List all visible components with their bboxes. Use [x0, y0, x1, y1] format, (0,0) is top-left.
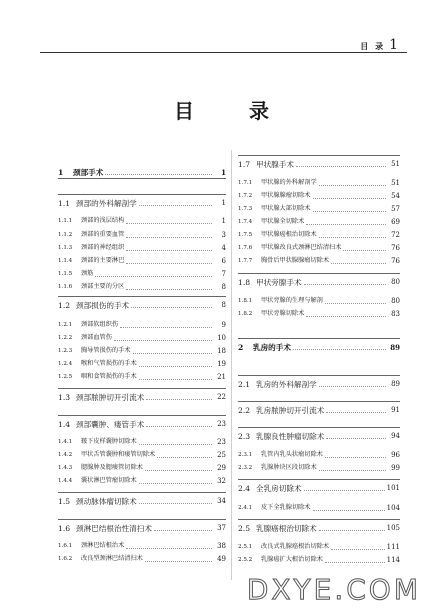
toc-entry-number: 2.3.2 [238, 464, 253, 471]
toc-entry-page: 18 [217, 347, 226, 355]
toc-entry-page: 51 [391, 179, 400, 187]
toc-entry-number: 1.7 [238, 160, 251, 169]
toc-entry-title: 乳房的手术 [253, 343, 291, 352]
toc-entry [238, 485, 400, 493]
toc-entry-page: 72 [391, 231, 400, 239]
toc-entry-number: 1.2.1 [58, 321, 73, 328]
toc-leader [157, 456, 212, 458]
toc-entry-number: 1.4.2 [58, 451, 73, 458]
section-rule [58, 296, 226, 297]
toc-entry-title: 颈筋 [81, 270, 94, 278]
toc-entry-page: 8 [221, 283, 226, 291]
toc-entry-title: 颈部的神经组织 [81, 244, 125, 252]
header-text: 目 录 [360, 41, 386, 51]
toc-entry-page: 34 [217, 497, 226, 506]
toc-entry-title: 颈淋巴结根治性清扫术 [76, 524, 152, 533]
toc-entry [238, 433, 400, 441]
toc-entry-page: 19 [217, 360, 226, 368]
toc-entry-number: 2 [238, 343, 244, 352]
toc-entry-page: 91 [391, 406, 400, 415]
toc-entry-title: 颈部的浅层结构 [81, 217, 125, 225]
toc-entry-title: 喉和气管损伤的手术 [81, 360, 137, 368]
toc-entry-page: 21 [217, 373, 226, 381]
toc-entry-number: 2.1 [238, 380, 251, 389]
section-rule [238, 479, 400, 480]
toc-entry-number: 1.7.4 [238, 218, 253, 225]
toc-entry-page: 89 [391, 380, 400, 389]
toc-entry [238, 161, 400, 169]
toc-entry-page: 76 [391, 257, 400, 265]
toc-entry [238, 245, 400, 252]
toc-entry-page: 3 [221, 231, 226, 239]
header-rule [40, 52, 407, 53]
toc-leader [325, 561, 385, 563]
toc-leader [133, 352, 213, 354]
toc-entry-number: 1.1.3 [58, 244, 73, 251]
toc-entry-number: 2.5 [238, 524, 251, 533]
toc-entry-title: 乳腺良性肿瘤切除术 [256, 432, 325, 441]
toc-entry-page: 1 [221, 199, 226, 208]
toc-leader [126, 249, 212, 251]
toc-leader [306, 315, 386, 317]
toc-entry [238, 544, 400, 551]
toc-entry-page: 8 [221, 301, 226, 310]
toc-leader [146, 425, 212, 427]
toc-leader [319, 184, 386, 186]
toc-leader [313, 210, 387, 212]
toc-entry-title: 甲状旁腺的生理与解剖 [261, 297, 323, 305]
toc-entry-title: 甲状旁腺手术 [256, 278, 302, 287]
toc-entry-number: 1.4 [58, 420, 71, 429]
toc-entry [238, 206, 400, 213]
toc-entry-number: 1.5 [58, 497, 71, 506]
toc-entry-title: 颈部的主要淋巴 [81, 257, 125, 265]
toc-entry [58, 169, 226, 177]
toc-entry-title: 甲状旁腺切除术 [261, 310, 305, 318]
toc-entry-number: 1.8.2 [238, 310, 253, 317]
toc-entry-title: 甲状腺全切除术 [261, 218, 305, 226]
toc-entry-title: 改良型颈淋巴结清扫术 [81, 555, 143, 563]
toc-entry [238, 232, 400, 239]
toc-entry-page: 6 [221, 257, 226, 265]
toc-entry-number: 1.4.1 [58, 438, 73, 445]
toc-entry-number: 2.3.1 [238, 451, 253, 458]
toc-entry-title: 改良式乳腺癌根治切除术 [261, 543, 330, 551]
toc-entry-page: 94 [391, 432, 400, 441]
toc-leader [319, 385, 386, 387]
toc-entry-number: 1.7.3 [238, 205, 253, 212]
chapter-rule [58, 178, 226, 179]
toc-leader [319, 529, 385, 531]
toc-entry-title: 乳腺肿块区段切除术 [261, 464, 317, 472]
toc-entry [238, 311, 400, 318]
section-rule [58, 519, 226, 520]
toc-entry [238, 258, 400, 265]
toc-entry-title: 乳房脓肿切开引流术 [256, 406, 325, 415]
toc-entry-number: 1.6 [58, 524, 71, 533]
toc-entry-page: 7 [221, 270, 226, 278]
toc-entry-page: 9 [221, 321, 226, 329]
toc-entry-page: 51 [391, 160, 400, 169]
toc-entry [58, 245, 226, 252]
header-page-number: 1 [389, 37, 400, 53]
toc-entry [238, 180, 400, 187]
toc-entry [238, 452, 400, 459]
toc-leader [139, 502, 212, 504]
toc-entry-number: 1.4.4 [58, 477, 73, 484]
toc-entry [58, 421, 226, 429]
toc-entry-number: 1.6.2 [58, 555, 73, 562]
toc-entry-number: 2.5.1 [238, 543, 253, 550]
section-rule [238, 375, 400, 376]
toc-entry-title: 胸导管损伤的手术 [81, 347, 131, 355]
toc-leader [325, 302, 386, 304]
toc-entry [58, 394, 226, 402]
toc-leader [296, 165, 386, 167]
toc-entry-number: 1.1 [58, 199, 71, 208]
toc-entry-page: 80 [391, 278, 400, 287]
toc-entry-page: 96 [391, 451, 400, 459]
toc-entry [238, 525, 400, 533]
toc-entry [58, 361, 226, 368]
toc-entry-title: 乳腺癌扩大根治切除术 [261, 556, 323, 564]
toc-entry-number: 1.2 [58, 301, 71, 310]
toc-entry [58, 374, 226, 381]
toc-entry-number: 1.8 [238, 278, 251, 287]
section-rule [58, 194, 226, 195]
toc-entry-number: 1.7.7 [238, 257, 253, 264]
toc-entry-number: 2.4 [238, 484, 251, 493]
toc-entry-title: 皲下皮样囊肿切除术 [81, 438, 137, 446]
toc-leader [313, 509, 385, 511]
toc-entry-page: 38 [217, 542, 226, 550]
toc-entry-page: 99 [391, 464, 400, 472]
toc-entry-title: 乳腺癌根治切除术 [256, 524, 317, 533]
toc-leader [139, 482, 212, 484]
toc-entry-number: 1.6.1 [58, 542, 73, 549]
toc-entry [58, 439, 226, 446]
toc-leader [139, 443, 212, 445]
toc-leader [343, 249, 386, 251]
toc-entry-page: 54 [391, 192, 400, 200]
toc-entry [58, 465, 226, 472]
section-rule [238, 273, 400, 274]
toc-entry-page: 1 [221, 168, 226, 178]
toc-leader [154, 529, 212, 531]
toc-entry-title: 颈部手术 [73, 168, 104, 177]
toc-entry-title: 甲状腺腺瘤切除术 [261, 192, 311, 200]
toc-entry-title: 乳管内乳头状瘤切除术 [261, 451, 323, 459]
toc-leader [126, 288, 212, 290]
toc-entry-number: 1.1.1 [58, 217, 73, 224]
toc-leader [146, 398, 212, 400]
toc-leader [95, 275, 212, 277]
toc-entry-title: 乳房的外科解剖学 [256, 380, 317, 389]
toc-entry-number: 2.4.1 [238, 504, 253, 511]
toc-entry-page: 104 [386, 504, 400, 512]
toc-leader [331, 262, 386, 264]
toc-entry-page: 57 [391, 205, 400, 213]
toc-leader [293, 348, 386, 350]
toc-entry-number: 1.2.4 [58, 360, 73, 367]
toc-entry-title: 咽和食管损伤的手术 [81, 373, 137, 381]
toc-entry-number: 1.2.3 [58, 347, 73, 354]
toc-entry [58, 218, 226, 225]
toc-entry-number: 1.7.5 [238, 231, 253, 238]
toc-leader [126, 262, 212, 264]
toc-leader [139, 378, 212, 380]
toc-entry-page: 114 [386, 556, 400, 564]
toc-entry-title: 甲状腺手术 [256, 160, 294, 169]
toc-entry-title: 颈部血管伤 [81, 334, 112, 342]
page-title: 目 录 [174, 99, 293, 123]
toc-entry [58, 322, 226, 329]
toc-entry [58, 232, 226, 239]
toc-entry-number: 1.1.4 [58, 257, 73, 264]
toc-entry-number: 1.1.2 [58, 231, 73, 238]
toc-entry-title: 颈淋巴结根治术 [81, 542, 125, 550]
toc-leader [306, 223, 386, 225]
toc-entry [58, 335, 226, 342]
toc-entry-page: 10 [217, 334, 226, 342]
toc-entry [238, 193, 400, 200]
toc-leader [105, 173, 212, 175]
section-rule [58, 388, 226, 389]
section-rule [238, 155, 400, 156]
toc-entry [58, 452, 226, 459]
toc-entry-number: 1.7.1 [238, 179, 253, 186]
toc-entry-page: 25 [217, 451, 226, 459]
section-rule [58, 492, 226, 493]
toc-entry [58, 348, 226, 355]
toc-entry [58, 478, 226, 485]
toc-entry [238, 465, 400, 472]
toc-entry-number: 2.3 [238, 432, 251, 441]
toc-entry [58, 302, 226, 310]
toc-leader [126, 222, 212, 224]
toc-entry-title: 甲状腺改良式颈淋巴结清扫术 [261, 244, 342, 252]
toc-entry [238, 505, 400, 512]
toc-entry-number: 1.7.2 [238, 192, 253, 199]
toc-leader [139, 365, 212, 367]
toc-entry-page: 1 [221, 217, 226, 225]
toc-entry [238, 344, 400, 352]
toc-entry-page: 32 [217, 477, 226, 485]
toc-entry-title: 全乳房切除术 [256, 484, 302, 493]
toc-leader [126, 236, 212, 238]
toc-leader [126, 547, 212, 549]
toc-entry-page: 105 [386, 524, 400, 533]
toc-leader [326, 411, 386, 413]
toc-entry-title: 皮下全乳腺切除术 [261, 504, 311, 512]
toc-entry [238, 219, 400, 226]
toc-entry [238, 279, 400, 287]
toc-leader [131, 306, 212, 308]
toc-entry-title: 甲状腺的外科解剖学 [261, 179, 317, 187]
toc-entry-title: 颈部损伤的手术 [76, 301, 130, 310]
toc-leader [326, 437, 386, 439]
toc-entry-title: 颈部囊肿、瘘管手术 [76, 420, 145, 429]
toc-entry-number: 1.1.5 [58, 270, 73, 277]
toc-entry-page: 76 [391, 244, 400, 252]
toc-entry [238, 381, 400, 389]
toc-entry-page: 80 [391, 297, 400, 305]
column-divider [231, 150, 232, 580]
toc-entry-number: 1.2.2 [58, 334, 73, 341]
toc-entry [58, 271, 226, 278]
toc-entry-page: 23 [217, 438, 226, 446]
toc-entry-title: 甲状腺癌根治切除术 [261, 231, 317, 239]
toc-entry [58, 525, 226, 533]
toc-entry-title: 甲状舌管囊肿和瘘管切除术 [81, 451, 156, 459]
toc-entry-page: 23 [217, 420, 226, 429]
toc-entry-page: 101 [386, 484, 400, 493]
toc-entry-title: 颈部脓肿切开引流术 [76, 393, 145, 402]
toc-leader [139, 204, 212, 206]
section-rule [58, 415, 226, 416]
toc-entry-page: 83 [391, 310, 400, 318]
toc-entry-number: 2.5.2 [238, 556, 253, 563]
watermark: DXYE.COM [246, 573, 421, 606]
toc-entry-number: 1.8.1 [238, 297, 253, 304]
toc-leader [114, 339, 212, 341]
toc-entry [58, 543, 226, 550]
running-header [360, 37, 400, 53]
toc-entry-page: 111 [386, 543, 400, 551]
toc-entry [238, 557, 400, 564]
toc-entry-page: 22 [217, 393, 226, 402]
toc-leader [304, 489, 385, 491]
section-rule [238, 401, 400, 402]
toc-entry-number: 1 [58, 168, 64, 177]
toc-entry-title: 囊状淋巴管瘤切除术 [81, 477, 137, 485]
toc-entry [58, 200, 226, 208]
toc-entry-page: 49 [217, 555, 226, 563]
toc-leader [319, 236, 386, 238]
toc-entry-number: 2.2 [238, 406, 251, 415]
toc-leader [145, 560, 212, 562]
toc-entry-page: 89 [390, 343, 400, 353]
toc-entry-number: 1.4.3 [58, 464, 73, 471]
toc-entry [238, 298, 400, 305]
toc-entry-title: 颈部主要的分区 [81, 283, 125, 291]
toc-entry-title: 颈部的重要血管 [81, 231, 125, 239]
toc-entry [58, 258, 226, 265]
section-rule [238, 519, 400, 520]
toc-entry-title: 甲状腺大部切除术 [261, 205, 311, 213]
toc-entry-page: 29 [217, 464, 226, 472]
toc-entry-number: 1.3 [58, 393, 71, 402]
toc-leader [304, 283, 386, 285]
toc-leader [145, 469, 212, 471]
toc-entry-title: 胸骨后甲状腺腺瘤切除术 [261, 257, 330, 265]
toc-leader [120, 326, 212, 328]
toc-entry-title: 颈动脉体瘤切除术 [76, 497, 137, 506]
toc-entry-page: 4 [221, 244, 226, 252]
toc-entry [238, 407, 400, 415]
toc-entry [58, 498, 226, 506]
toc-entry-number: 1.1.6 [58, 283, 73, 290]
toc-leader [319, 469, 386, 471]
section-rule [238, 338, 400, 339]
toc-entry [58, 556, 226, 563]
toc-entry-page: 37 [217, 524, 226, 533]
toc-entry-title: 颈部软组织伤 [81, 321, 119, 329]
toc-leader [331, 548, 385, 550]
toc-leader [313, 197, 387, 199]
section-rule [238, 427, 400, 428]
toc-entry [58, 284, 226, 291]
toc-entry-number: 1.2.5 [58, 373, 73, 380]
toc-entry-title: 腮腺肿及腮瘘管切除术 [81, 464, 143, 472]
toc-entry-number: 1.7.6 [238, 244, 253, 251]
toc-entry-page: 69 [391, 218, 400, 226]
toc-leader [325, 456, 386, 458]
toc-entry-title: 颈部的外科解剖学 [76, 199, 137, 208]
